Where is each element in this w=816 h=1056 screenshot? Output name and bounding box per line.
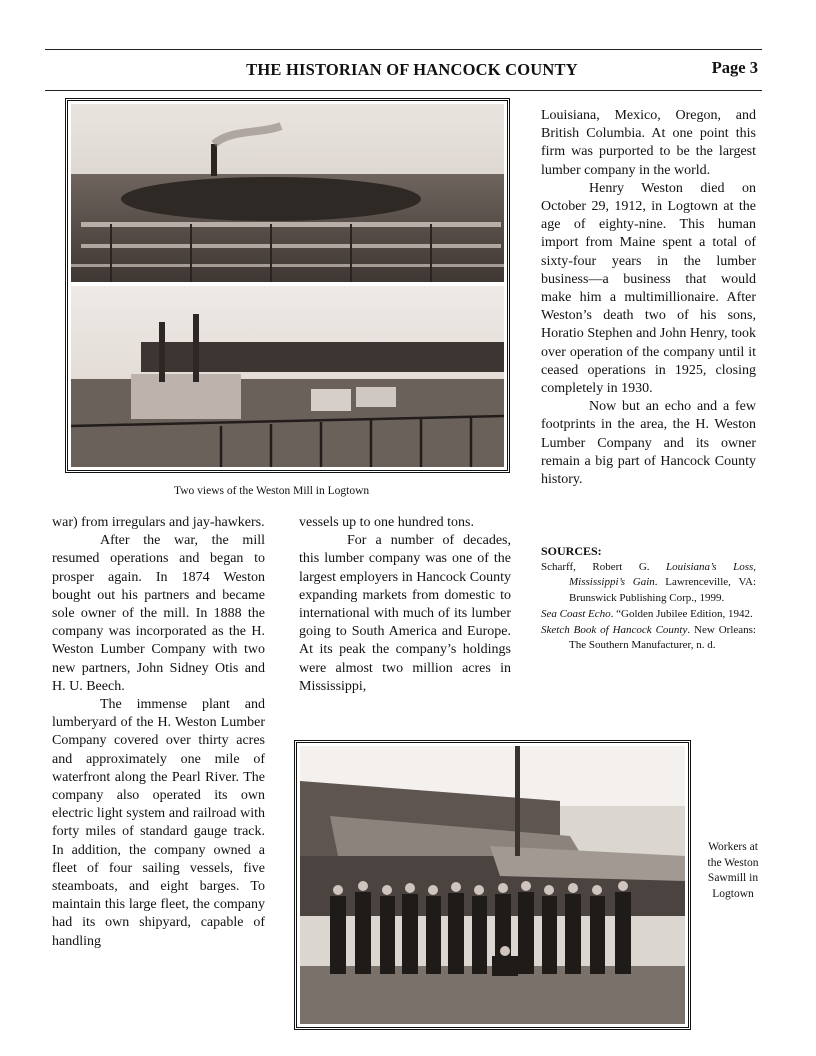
article-column-1 <box>52 514 265 951</box>
workers-photo <box>294 740 691 1030</box>
source-entry: Scharff, Robert G. Louisiana’s Loss, Mississippi’s Gain. Lawrenceville, VA: Brunswick Publishing Corp., 1999. <box>541 561 757 604</box>
mill-photo-image <box>71 104 504 467</box>
source-entry: Sea Coast Echo. “Golden Jubilee Edition, 1942. <box>541 607 753 620</box>
newsletter-title: THE HISTORIAN OF HANCOCK COUNTY <box>246 60 578 79</box>
article-column-3 <box>541 107 756 489</box>
page-number: Page 3 <box>711 58 758 77</box>
paragraph: The immense plant and lumberyard of the H. Weston Lumber Company covered over thirty acres and approximately one mile of waterfront along the Pearl River. The company also operated its own electric light system and railroad with forty miles of standard gauge track. In addition, the company owned a fleet of four sailing vessels, five steamboats, and eight barges. To maintain this large fleet, the company had its own shipyard, capable of handling <box>52 697 265 949</box>
workers-photo-image <box>300 746 685 1024</box>
paragraph: For a number of decades, this lumber company was one of the largest employers in Hancock County expanding markets from domestic to international with much of its lumber going to South America and Europe. At its peak the company’s holdings were almost two million acres in Mississippi, <box>299 533 511 694</box>
paragraph: war) from irregulars and jay-hawkers. <box>52 515 265 530</box>
paragraph: Now but an echo and a few footprints in the area, the H. Weston Lumber Company and its owner remain a big part of Hancock County history. <box>541 399 756 488</box>
article-column-2 <box>299 514 511 696</box>
sources-section <box>541 544 756 654</box>
paragraph: vessels up to one hundred tons. <box>299 515 474 530</box>
source-entry: Sketch Book of Hancock County. New Orleans: The Southern Manufacturer, n. d. <box>541 624 756 652</box>
paragraph: Henry Weston died on October 29, 1912, in Logtown at the age of eighty-nine. This human import from Maine spent a total of sixty-four years in the lumber business—a business that would make him a multimillionaire. After Weston’s death two of his sons, Horatio Stephen and John Henry, took over operation of the company until it ceased operations in 1925, closing completely in 1930. <box>541 180 756 397</box>
paragraph: After the war, the mill resumed operations and began to prosper again. In 1874 Weston bought out his partners and became sole owner of the mill. In 1888 the company was incorporated as the H. Weston Lumber Company with two new partners, John Sidney Otis and H. U. Beech. <box>52 533 265 694</box>
sources-heading: SOURCES: <box>541 544 602 558</box>
mill-photo-caption: Two views of the Weston Mill in Logtown <box>174 485 370 497</box>
top-rule <box>45 49 762 50</box>
paragraph: Louisiana, Mexico, Oregon, and British Columbia. At one point this firm was purported to be the largest lumber company in the world. <box>541 108 756 178</box>
mill-photo <box>65 98 510 473</box>
header-rule <box>45 90 762 91</box>
workers-photo-caption: Workers at the Weston Sawmill in Logtown <box>707 841 759 900</box>
